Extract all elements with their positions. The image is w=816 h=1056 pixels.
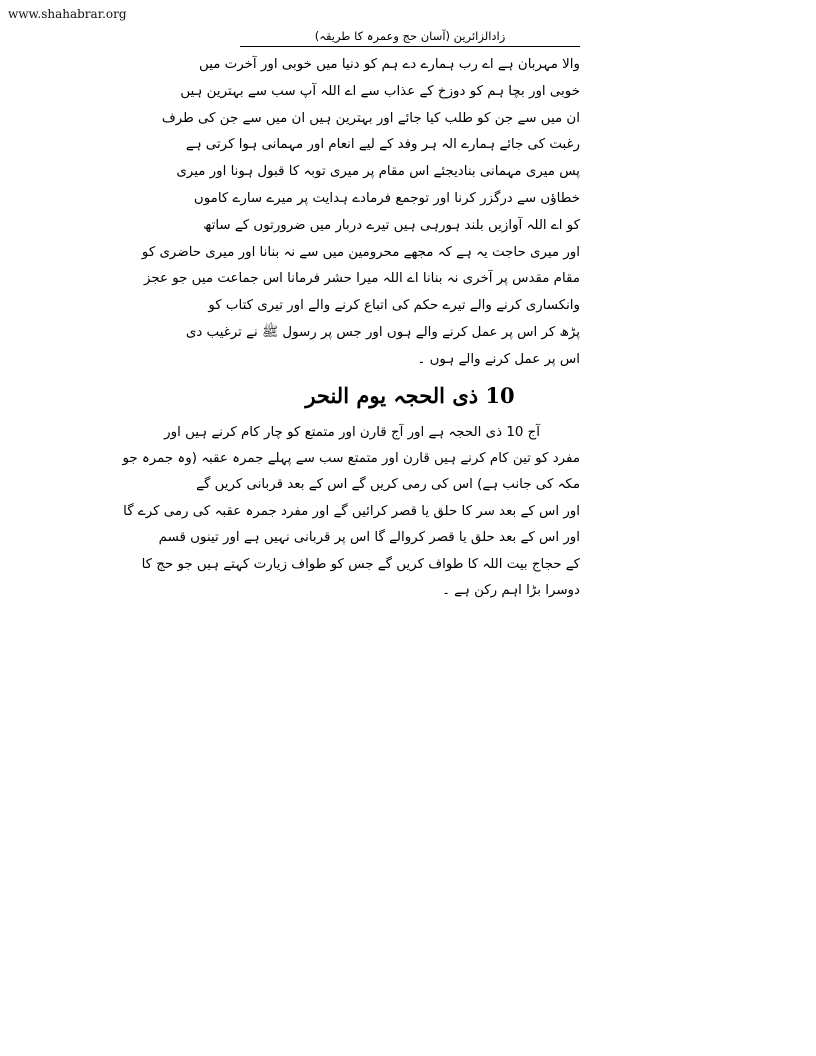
text-line: خطاؤں سے درگزر کرنا اور توجمع فرمادے ہدایت پر میرے سارے کاموں [193, 190, 580, 206]
text-line: خوبی اور بچا ہم کو دوزخ کے عذاب سے اے اللہ آپ سب سے بہترین ہیں [180, 83, 580, 99]
book-page [122, 28, 580, 604]
text-line: مفرد کو تین کام کرنے ہیں قارن اور متمتع سب سے پہلے جمرہ عقبہ (وہ جمرہ جو [122, 450, 580, 466]
text-line: والا مہربان ہے اے رب ہمارے دے ہم کو دنیا میں خوبی اور آخرت میں [199, 57, 580, 72]
text-line: اور اس کے بعد حلق یا قصر کروالے گا اس پر قربانی نہیں ہے اور تینوں قسم [158, 530, 580, 546]
text-line: ان میں سے جن کو طلب کیا جائے اور بہترین ہیں ان میں سے جن کی طرف [161, 110, 580, 126]
text-line: اور اس کے بعد سر کا حلق یا قصر کرائیں گے اور مفرد جمرہ عقبہ کی رمی کرے گا [123, 503, 580, 519]
text-line: کے حجاج بیت اللہ کا طواف کریں گے جس کو طواف زیارت کہتے ہیں جو حج کا [141, 556, 580, 572]
text-line: اس پر عمل کرنے والے ہوں ۔ [417, 351, 580, 367]
running-header: زادالزائرین (آسان حج وعمرہ کا طریقہ) [240, 28, 580, 47]
text-line: مکہ کی جانب ہے) اس کی رمی کریں گے اس کے بعد قربانی کریں گے [196, 477, 580, 493]
yaum-un-nahr-paragraph [122, 420, 580, 605]
text-line: آج 10 ذی الحجہ ہے اور آج قارن اور متمتع کو چار کام کرنے ہیں اور [164, 424, 540, 440]
text-line: کو اے اللہ آوازیں بلند ہورہی ہیں تیرے دربار میں ضرورتوں کے ساتھ [203, 217, 580, 233]
text-line: پس میری مہمانی بنادیجئے اس مقام پر میری توبہ کا قبول ہونا اور میری [176, 164, 580, 180]
text-line: اور میری حاجت یہ ہے کہ مجھے محرومین میں سے نہ بنانا اور میری حاضری کو [141, 244, 580, 260]
text-line: وانکساری کرنے والے تیرے حکم کی اتباع کرنے والے اور تیری کتاب کو [208, 298, 580, 314]
text-line: دوسرا بڑا اہم رکن ہے ۔ [442, 582, 580, 598]
text-line: مقام مقدس پر آخری نہ بنانا اے اللہ میرا حشر فرمانا اس جماعت میں جو عجز [143, 271, 580, 287]
section-heading: 10 ذی الحجہ یوم النحر [305, 382, 515, 408]
supplication-paragraph [141, 52, 580, 374]
text-line: رغبت کی جائے ہمارے الہ ہر وفد کے لیے انعام اور مہمانی ہوا کرتی ہے [185, 137, 580, 153]
text-line: پڑھ کر اس پر عمل کرنے والے ہوں اور جس پر رسول ﷺ نے ترغیب دی [185, 324, 580, 340]
site-watermark: www.shahabrar.org [8, 7, 127, 21]
